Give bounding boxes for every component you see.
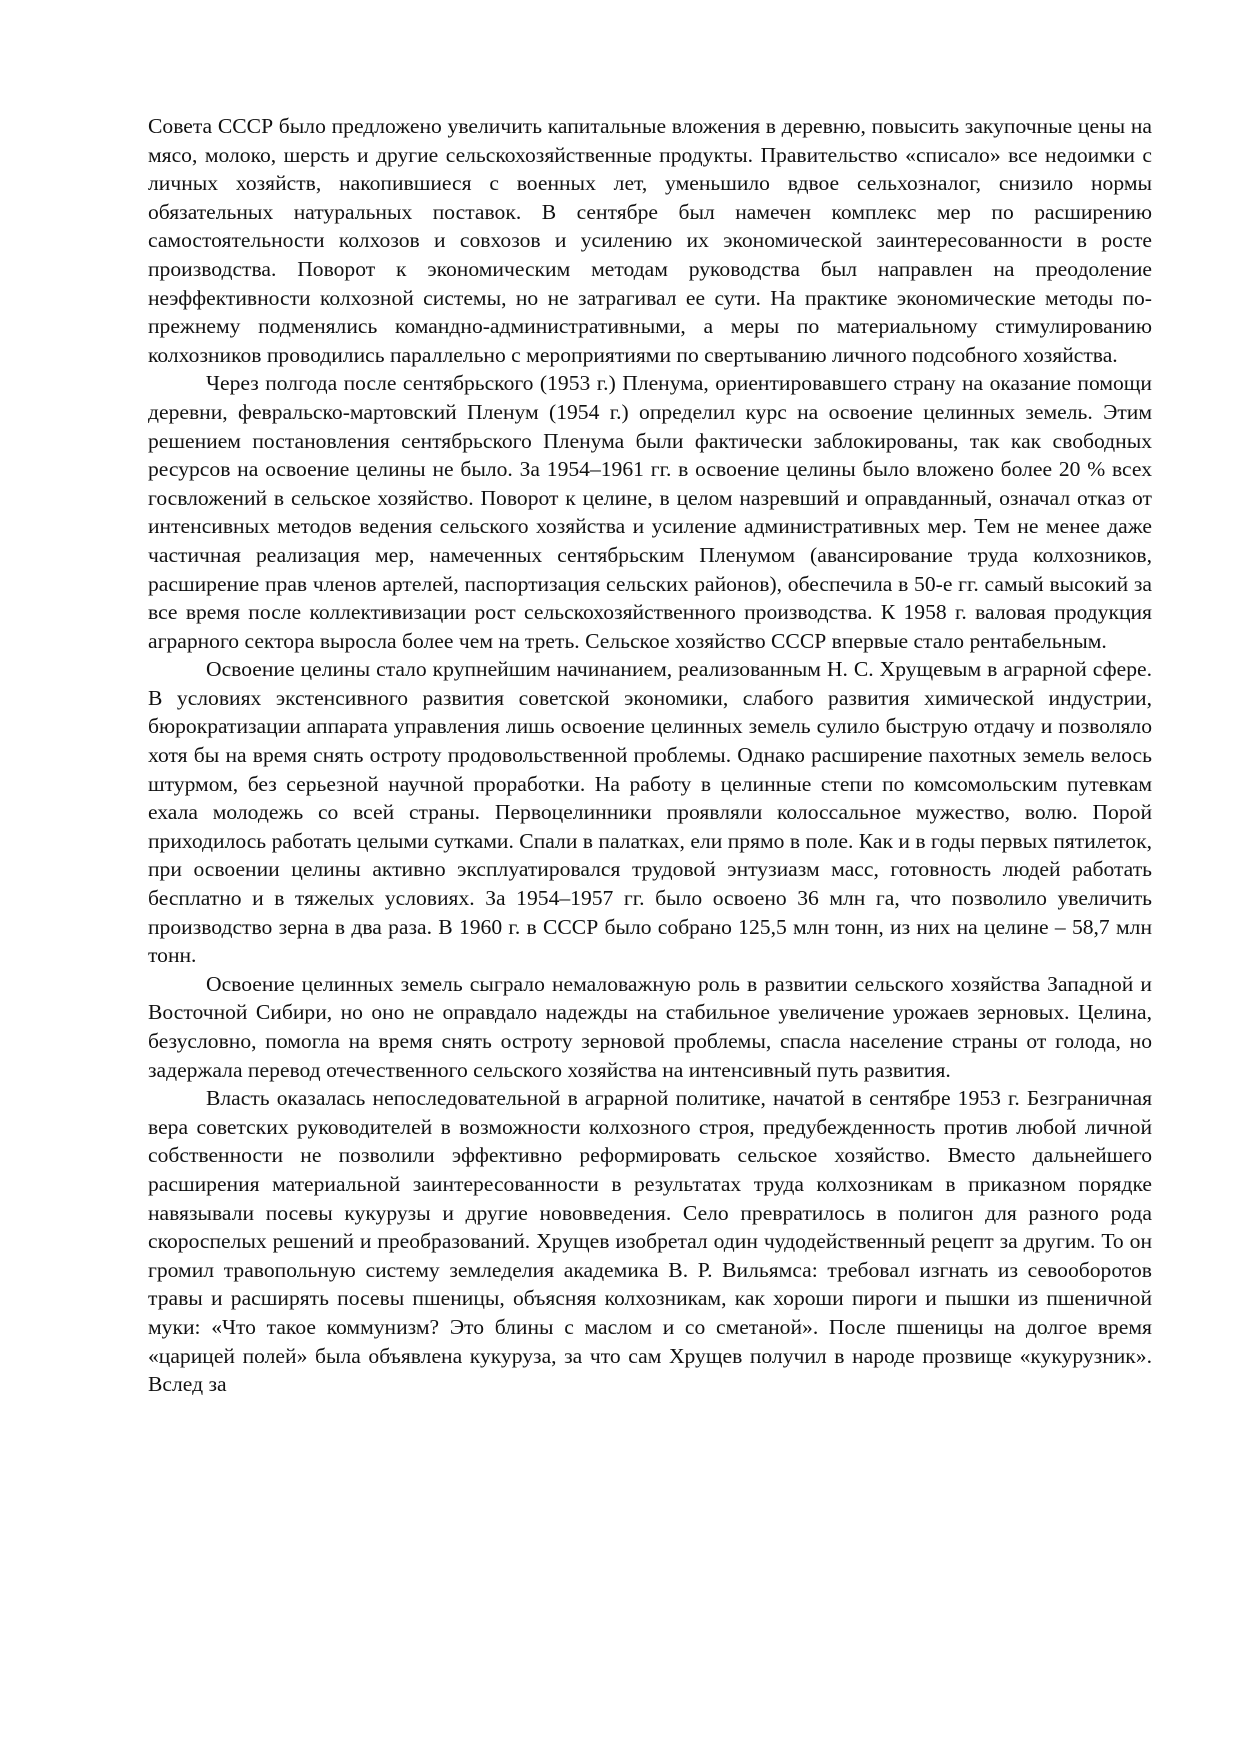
paragraph: Через полгода после сентябрьского (1953 г.) Пленума, ориентировавшего страну на оказание помощи деревни, февральско-мартовский Пленум (1954 г.) определил курс на освоение целинных земель. Этим решением постановления сентябрьского Пленума были фактически заблокированы, так как свободных ресурсов на освоение целины не было. За 1954–1961 гг. в освоение целины было вложено более 20 % всех госвложений в сельское хозяйство. Поворот к целине, в целом назревший и оправданный, означал отказ от интенсивных методов ведения сельского хозяйства и усиление административных мер. Тем не менее даже частичная реализация мер, намеченных сентябрьским Пленумом (авансирование труда колхозников, расширение прав членов артелей, паспортизация сельских районов), обеспечила в 50-е гг. самый высокий за все время после коллективизации рост сельскохозяйственного производства. К 1958 г. валовая продукция аграрного сектора выросла более чем на треть. Сельское хозяйство СССР впервые стало рентабельным.: [148, 371, 1152, 653]
paragraph: Освоение целины стало крупнейшим начинанием, реализованным Н. С. Хрущевым в аграрной сфере. В условиях экстенсивного развития советской экономики, слабого развития химической индустрии, бюрократизации аппарата управления лишь освоение целинных земель сулило быструю отдачу и позволяло хотя бы на время снять остроту продовольственной проблемы. Однако расширение пахотных земель велось штурмом, без серьезной научной проработки. На работу в целинные степи по комсомольским путевкам ехала молодежь со всей страны. Первоцелинники проявляли колоссальное мужество, волю. Порой приходилось работать целыми сутками. Спали в палатках, ели прямо в поле. Как и в годы первых пятилеток, при освоении целины активно эксплуатировался трудовой энтузиазм масс, готовность людей работать бесплатно и в тяжелых условиях. За 1954–1957 гг. было освоено 36 млн га, что позволило увеличить производство зерна в два раза. В 1960 г. в СССР было собрано 125,5 млн тонн, из них на целине – 58,7 млн тонн.: [148, 657, 1152, 968]
paragraph: Совета СССР было предложено увеличить капитальные вложения в деревню, повысить закупочные цены на мясо, молоко, шерсть и другие сельскохозяйственные продукты. Правительство «списало» все недоимки с личных хозяйств, накопившиеся с военных лет, уменьшило вдвое сельхозналог, снизило нормы обязательных натуральных поставок. В сентябре был намечен комплекс мер по расширению самостоятельности колхозов и совхозов и усилению их экономической заинтересованности в росте производства. Поворот к экономическим методам руководства был направлен на преодоление неэффективности колхозной системы, но не затрагивал ее сути. На практике экономические методы по-прежнему подменялись командно-административными, а меры по материальному стимулированию колхозников проводились параллельно с мероприятиями по свертыванию личного подсобного хозяйства.: [148, 114, 1152, 367]
document-page: [148, 112, 1152, 1399]
paragraph: Освоение целинных земель сыграло немаловажную роль в развитии сельского хозяйства Западной и Восточной Сибири, но оно не оправдало надежды на стабильное увеличение урожаев зерновых. Целина, безусловно, помогла на время снять остроту зерновой проблемы, спасла население страны от голода, но задержала перевод отечественного сельского хозяйства на интенсивный путь развития.: [148, 971, 1152, 1082]
paragraph: Власть оказалась непоследовательной в аграрной политике, начатой в сентябре 1953 г. Безграничная вера советских руководителей в возможности колхозного строя, предубежденность против любой личной собственности не позволили эффективно реформировать сельское хозяйство. Вместо дальнейшего расширения материальной заинтересованности в результатах труда колхозникам в приказном порядке навязывали посевы кукурузы и другие нововведения. Село превратилось в полигон для разного рода скороспелых решений и преобразований. Хрущев изобретал один чудодейственный рецепт за другим. То он громил травопольную систему земледелия академика В. Р. Вильямса: требовал изгнать из севооборотов травы и расширять посевы пшеницы, объясняя колхозникам, как хороши пироги и пышки из пшеничной муки: «Что такое коммунизм? Это блины с маслом и со сметаной». После пшеницы на долгое время «царицей полей» была объявлена кукуруза, за что сам Хрущев получил в народе прозвище «кукурузник». Вслед за: [148, 1086, 1152, 1397]
